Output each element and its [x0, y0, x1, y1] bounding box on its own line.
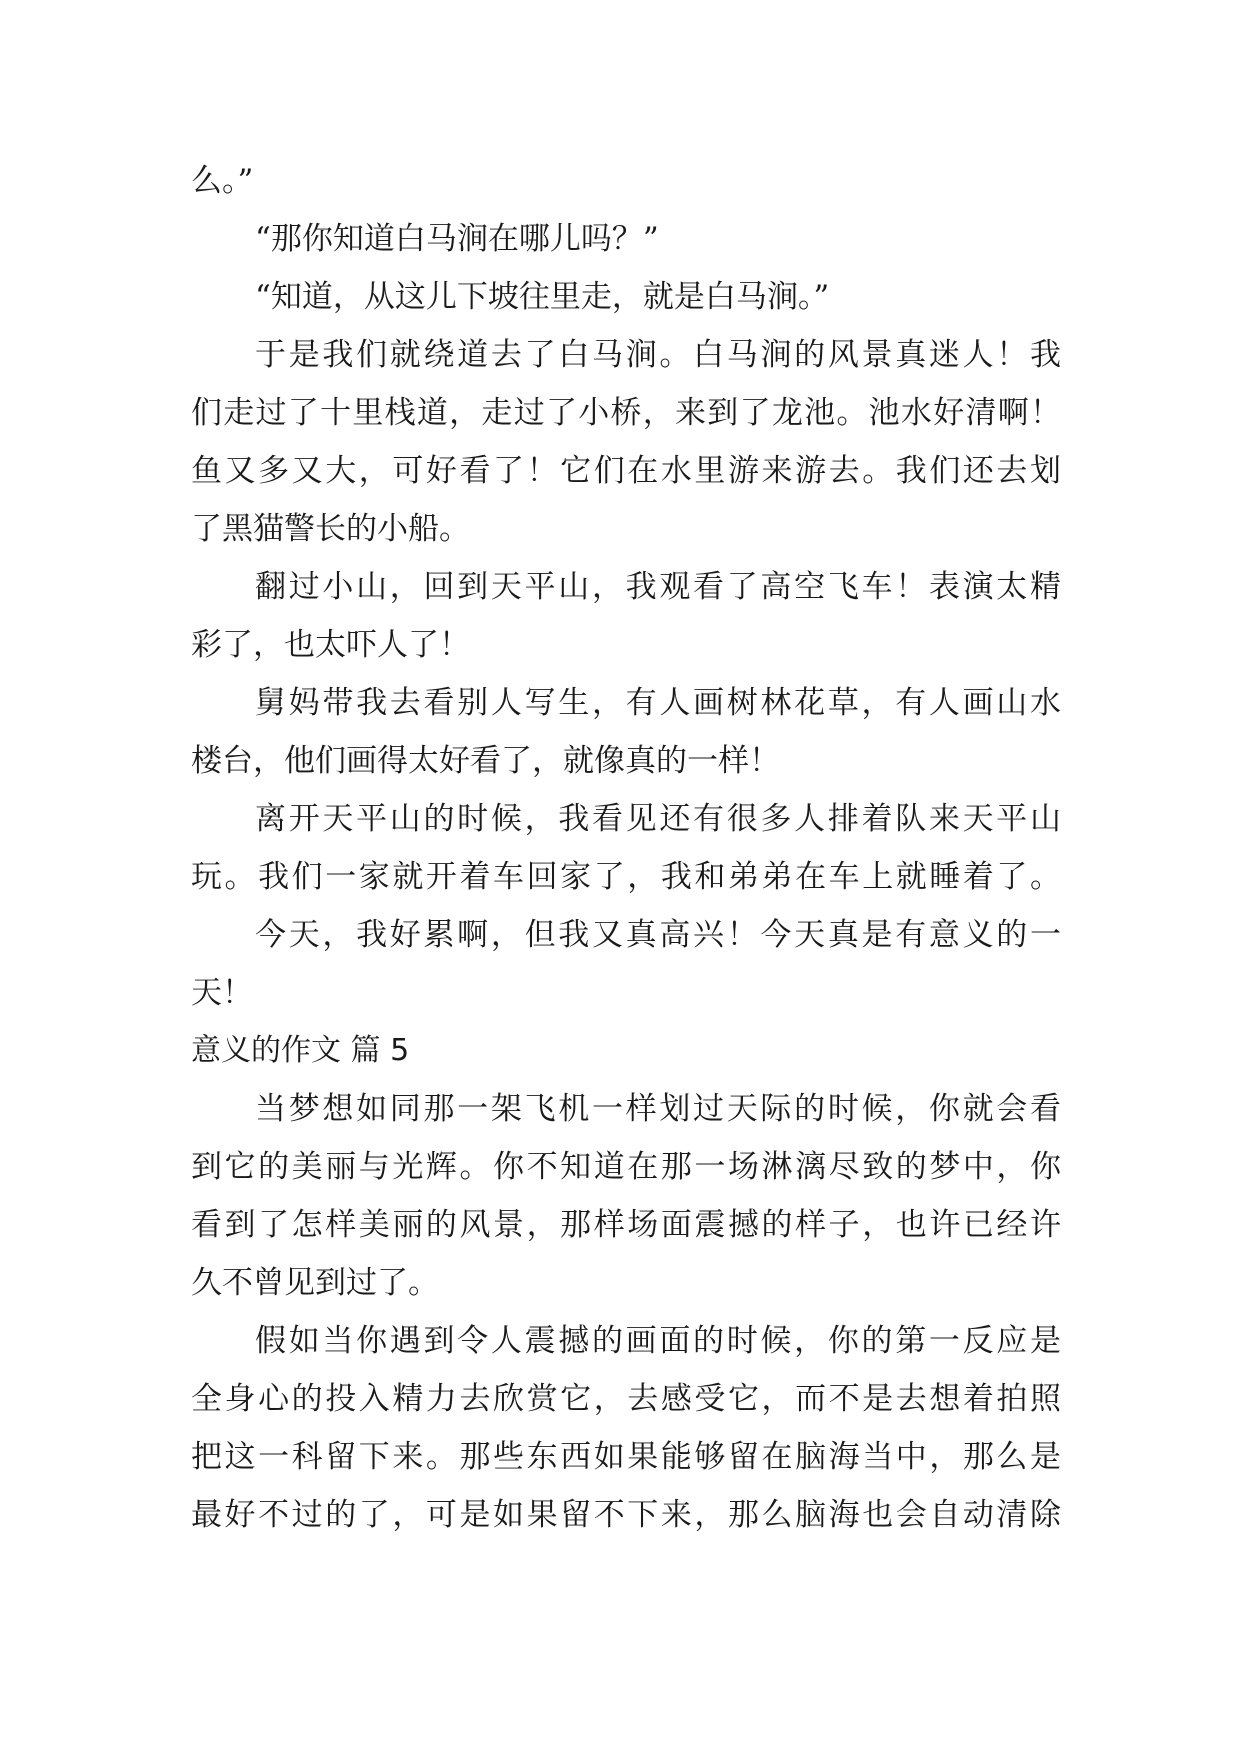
essay-text-block: [191, 152, 1061, 1022]
text-line: 么。”: [191, 163, 254, 199]
text-line: 今天，我好累啊，但我又真高兴！今天真是有意义的一: [255, 917, 1061, 953]
text-line: 离开天平山的时候，我看见还有很多人排着队来天平山: [255, 801, 1061, 837]
text-line: 久不曾见到过了。: [191, 1265, 439, 1301]
section-heading: 意义的作文 篇 5: [191, 1033, 410, 1068]
text-line: 天！: [191, 975, 253, 1011]
text-line: 到它的美丽与光辉。你不知道在那一场淋漓尽致的梦中，你: [191, 1149, 1061, 1185]
text-line: “那你知道白马涧在哪儿吗？”: [255, 221, 659, 257]
document-body: [191, 152, 1061, 1544]
text-line: 假如当你遇到令人震撼的画面的时候，你的第一反应是: [255, 1323, 1061, 1359]
text-line: 彩了，也太吓人了！: [191, 627, 470, 663]
text-line: 最好不过的了，可是如果留不下来，那么脑海也会自动清除: [191, 1497, 1061, 1533]
text-line: 玩。我们一家就开着车回家了，我和弟弟在车上就睡着了。: [191, 859, 1061, 895]
text-line: 把这一科留下来。那些东西如果能够留在脑海当中，那么是: [191, 1439, 1061, 1475]
text-line: 于是我们就绕道去了白马涧。白马涧的风景真迷人！我: [255, 337, 1061, 373]
text-line: 楼台，他们画得太好看了，就像真的一样！: [191, 743, 780, 779]
text-line: 们走过了十里栈道，走过了小桥，来到了龙池。池水好清啊！: [191, 395, 1061, 431]
text-line: “知道，从这儿下坡往里走，就是白马涧。”: [255, 279, 830, 315]
text-line: 全身心的投入精力去欣赏它，去感受它，而不是去想着拍照: [191, 1381, 1061, 1417]
text-line: 当梦想如同那一架飞机一样划过天际的时候，你就会看: [255, 1091, 1061, 1127]
essay-text-block-section-5: [191, 1080, 1061, 1544]
text-line: 了黑猫警长的小船。: [191, 511, 470, 547]
text-line: 看到了怎样美丽的风景，那样场面震撼的样子，也许已经许: [191, 1207, 1061, 1243]
text-line: 舅妈带我去看别人写生，有人画树林花草，有人画山水: [255, 685, 1061, 721]
text-line: 翻过小山，回到天平山，我观看了高空飞车！表演太精: [255, 569, 1061, 605]
text-line: 鱼又多又大，可好看了！它们在水里游来游去。我们还去划: [191, 453, 1061, 489]
